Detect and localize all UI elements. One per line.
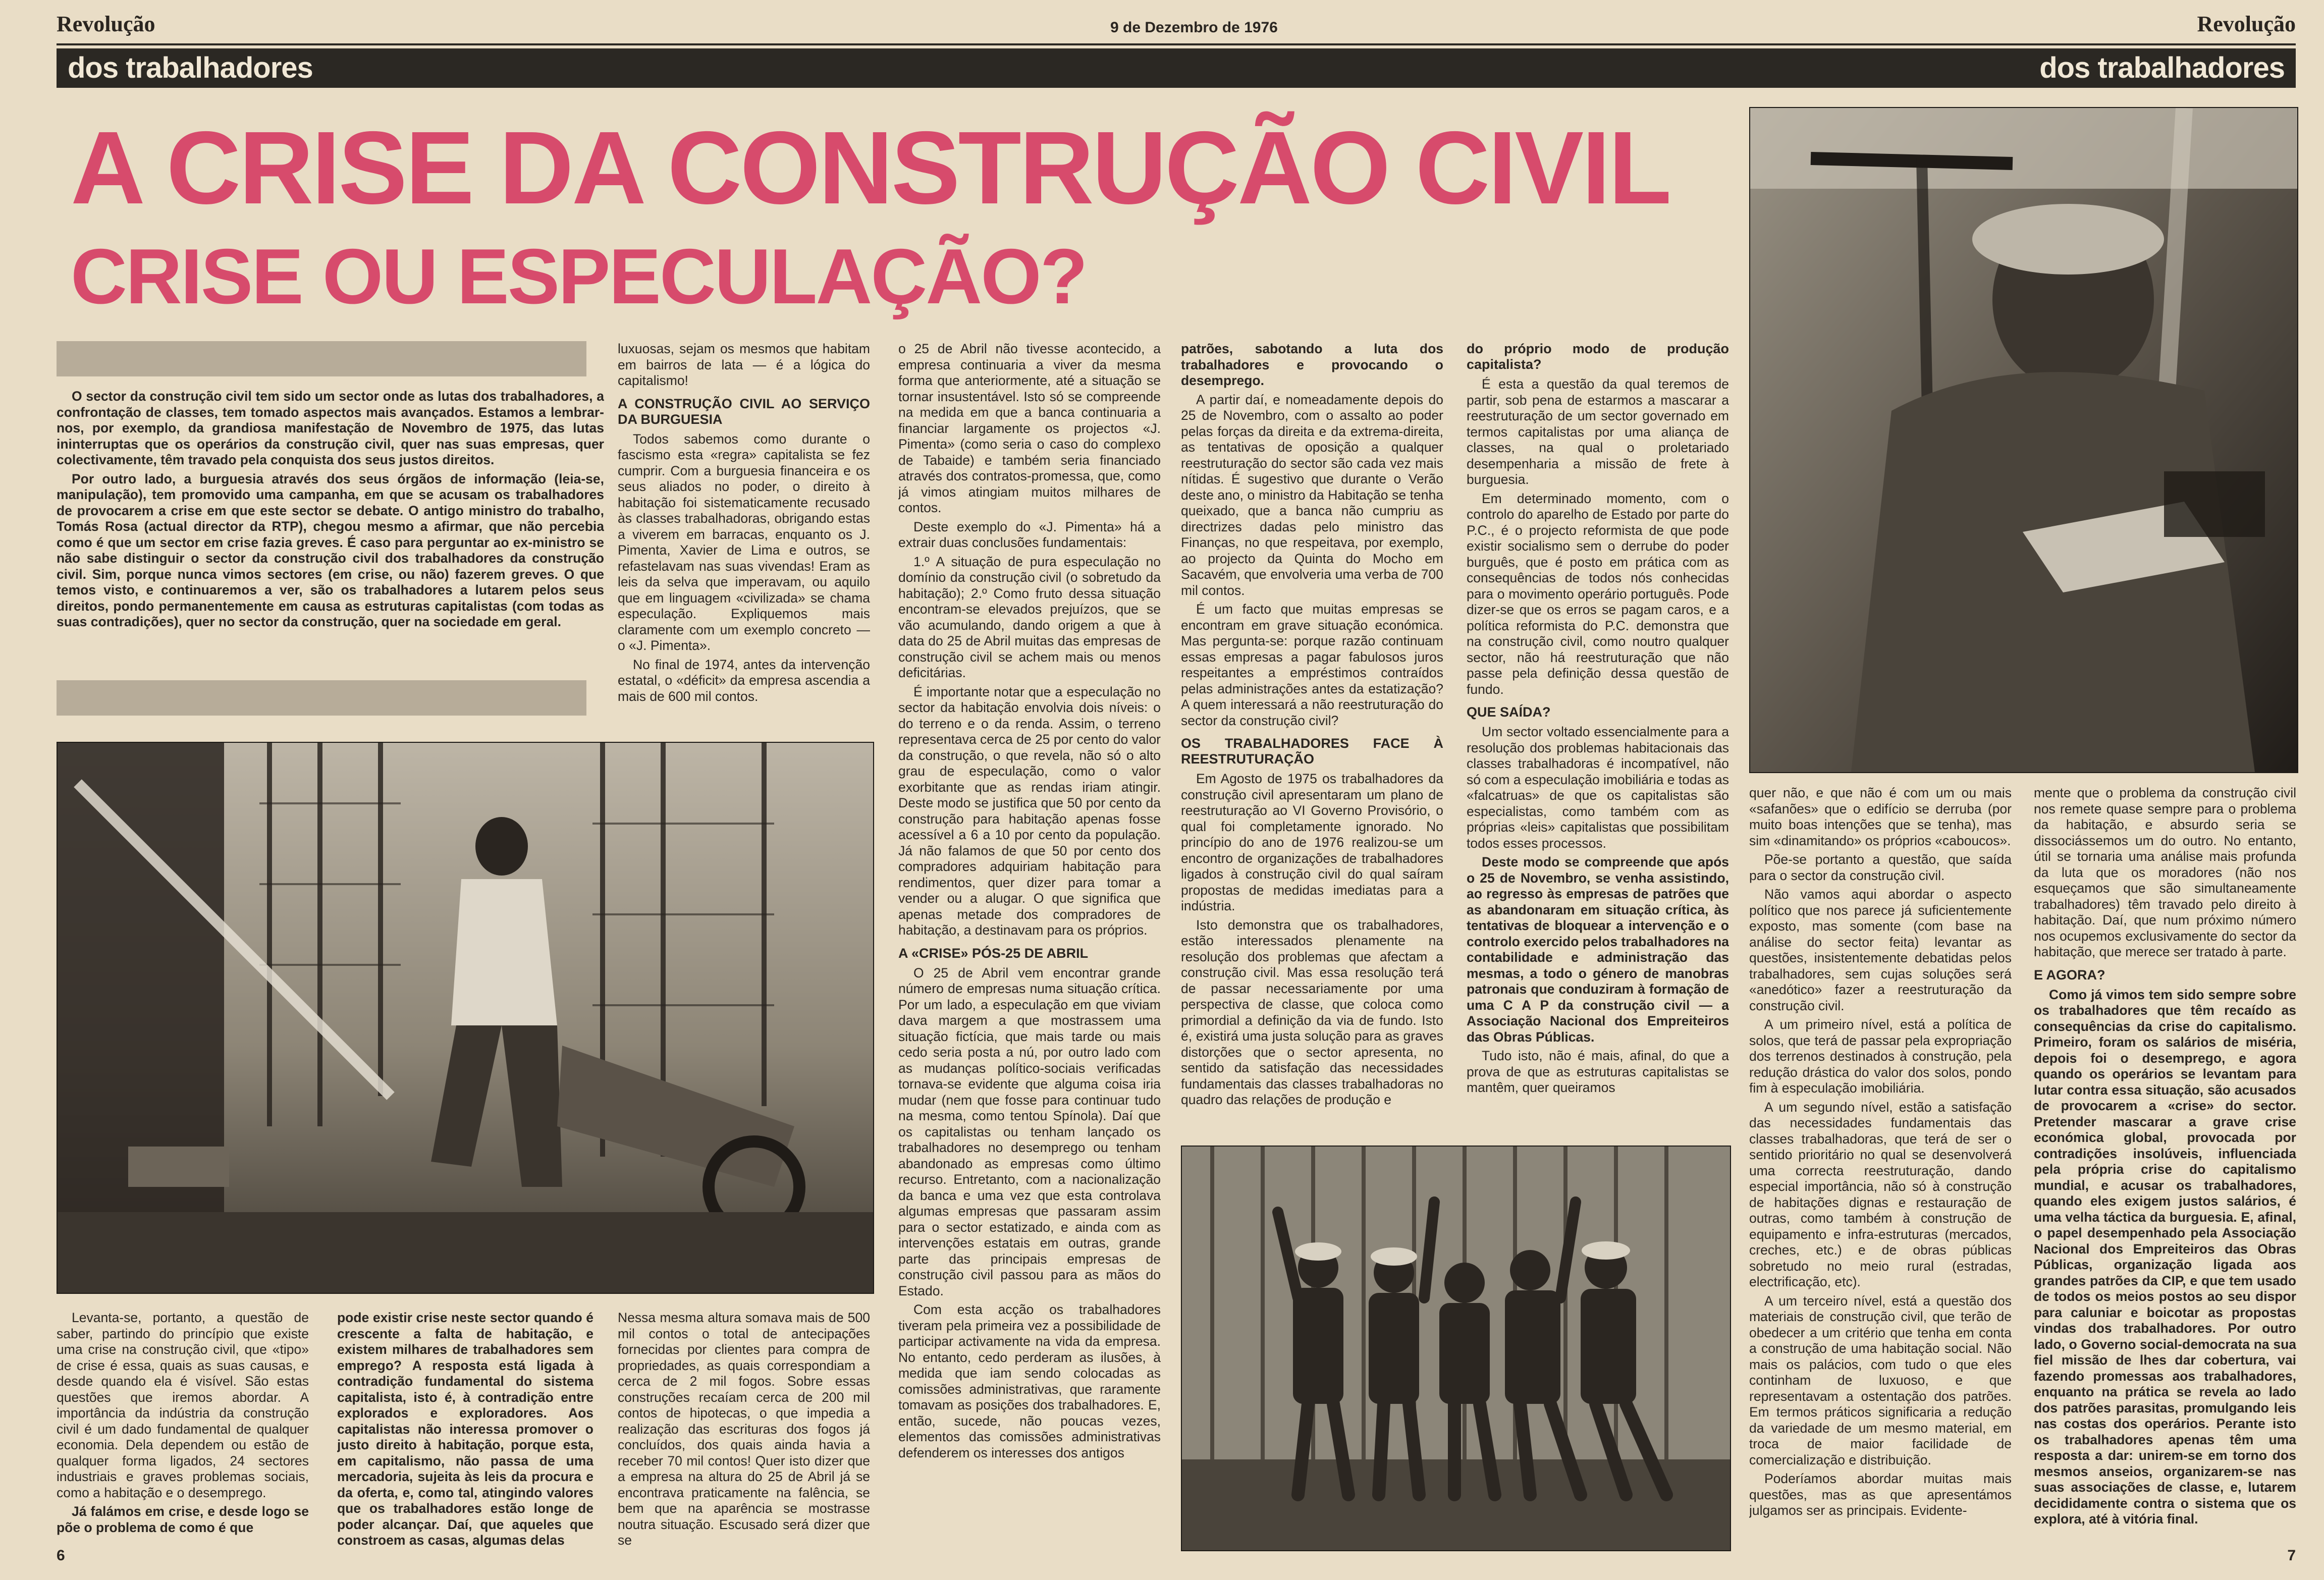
col-a-paragraph-1: Levanta-se, portanto, a questão de saber, partindo do princípio que existe uma crise na construção civil, que «tipo» de crise é essa, quais as suas causas, e desde quando ela é visível. São estas questões que iremos abordar. A importância da indústria da construção civil é um dado fundamental de qualquer economia. Dela dependem ou estão de qualquer forma ligados, 24 sectores industriais e graves problemas sociais, como a habitação e o desemprego. bbox=[57, 1310, 309, 1500]
col-b-lower bbox=[337, 1310, 593, 1547]
col-e-paragraph-5: Isto demonstra que os trabalhadores, estão interessados plenamente na resolução dos problemas que afectam a construção civil. Mas essa resolução terá de passar necessariamente por uma perspectiva de classe, que coloca como primordial a definição da via de fundo. Isto é, existirá uma justa solução para as graves distorções que o sector apresenta, no sentido da satisfação das necessidades fundamentais das classes trabalhadoras no quadro das relações de produção e bbox=[1181, 917, 1443, 1107]
col-f-paragraph-3: Um sector voltado essencialmente para a resolução dos problemas habitacionais das classes trabalhadoras é incompatível, não só com a especulação imobiliária e todas as «falcatruas» de que os capitalistas são especialistas, como também com as próprias «leis» capitalistas que possibilitam todos esses processos. bbox=[1467, 724, 1729, 851]
headline-title: A CRISE DA CONSTRUÇÃO CIVIL bbox=[71, 110, 1670, 226]
col-e-paragraph-4: Em Agosto de 1975 os trabalhadores da construção civil apresentaram um plano de reestruturação ao VI Governo Provisório, o qual foi completamente ignorado. No princípio do ano de 1976 realizou-se um encontro de organizações de trabalhadores ligados à construção civil do qual saíram propostas de medidas imediatas para a indústria. bbox=[1181, 771, 1443, 913]
col-e-paragraph-2: A partir daí, e nomeadamente depois do 25 de Novembro, com o assalto ao poder pelas forças da direita e da extrema-direita, as tentativas de oposição a qualquer reestruturação do sector são cada vez mais nítidas. É sugestivo que durante o Verão deste ano, o ministro da Habitação se tenha queixado, que a banca não cumpriu as directrizes dadas pelo ministro das Finanças, no que respeitava, por exemplo, ao projecto da Quinta do Mocho em Sacavém, que envolveria uma verba de 700 mil contos. bbox=[1181, 392, 1443, 598]
col-c-upper bbox=[618, 341, 870, 732]
col-g-paragraph-2: Põe-se portanto a questão, que saída para o sector da construção civil. bbox=[1749, 852, 2012, 883]
page-number-left: 6 bbox=[57, 1547, 65, 1564]
section-right-label: dos trabalhadores bbox=[2039, 51, 2285, 84]
col-c-paragraph-1: luxuosas, sejam os mesmos que habitam em bairros de lata — é a lógica do capitalismo! bbox=[618, 341, 870, 388]
col-c-paragraph-2: Todos sabemos como durante o fascismo esta «regra» capitalista se fez cumprir. Com a burguesia financeira e os seus aliados no poder, o direito à habitação foi sistematicamente recusado às classes trabalhadoras, obrigando estas a viverem em barracas, enquanto os J. Pimenta, Xavier de Lima e outros, se refastelavam nas suas vivendas! Eram as leis da selva que imperavam, ou aquilo que em linguagem «civilizada» se chama especulação. Expliquemos mais claramente com um exemplo concreto — o «J. Pimenta». bbox=[618, 431, 870, 653]
col-d-paragraph-1: o 25 de Abril não tivesse acontecido, a empresa continuaria a viver da mesma forma que anteriormente, até a situação se tornar insustentável. Isto só se compreende na medida em que a banca continuaria a financiar largamente os projectos «J. Pimenta» (como seria o caso do complexo de Tabaide) e também seria financiado através dos contratos-promessa, que, como já vimos atingiam muitos milhares de contos. bbox=[898, 341, 1161, 515]
photo-worker-cap-image bbox=[1750, 108, 2297, 772]
photo-workers-group-image bbox=[1182, 1147, 1730, 1550]
section-left-label: dos trabalhadores bbox=[68, 51, 313, 84]
col-c-heading-burguesia: A CONSTRUÇÃO CIVIL AO SERVIÇO DA BURGUESIA bbox=[618, 396, 870, 427]
col-g-paragraph-6: A um terceiro nível, está a questão dos materiais de construção civil, que terão de obedecer a um critério que tenha em conta a construção de uma habitação social. Não mais os palácios, com tudo o que eles continham de luxuoso, e que representavam a ostentação dos patrões. Em termos práticos significaria a redução da variedade de um mesmo material, em troca de maior facilidade de comercialização e distribuição. bbox=[1749, 1293, 2012, 1467]
col-e-paragraph-3: É um facto que muitas empresas se encontram em grave situação económica. Mas pergunta-se: porque razão continuam essas empresas a pagar fabulosos juros respeitantes a empréstimos contraídos pelas administrações antes da estatização? A quem interessará a não reestruturação do sector da construção civil? bbox=[1181, 602, 1443, 728]
col-f-paragraph-4: Deste modo se compreende que após o 25 de Novembro, se venha assistindo, ao regresso às empresas de patrões que as abandonaram em situação crítica, às tentativas de bloquear a intervenção e o controlo exercido pelos trabalhadores na contabilidade e administração das mesmas, a todo o género de manobras patronais que conduziram à formação de uma C A P da construção civil — a Associação Nacional dos Empreiteiros das Obras Públicas. bbox=[1467, 854, 1729, 1045]
col-b-paragraph-1: pode existir crise neste sector quando é crescente a falta de habitação, e existem milhares de trabalhadores sem emprego? A resposta está ligada à contradição fundamental do sistema capitalista, isto é, à contradição entre explorados e exploradores. Aos capitalistas não interessa promover o justo direito à habitação, porque esta, em capitalismo, não passa de uma mercadoria, sujeita às leis da procura e da oferta, e, como tal, atingindo valores que os trabalhadores estão longe de poder alcançar. Daí, que aqueles que constroem as casas, algumas delas bbox=[337, 1310, 593, 1547]
photo-construction-worker-image bbox=[58, 743, 873, 1293]
lead-column bbox=[57, 389, 604, 676]
top-rule bbox=[57, 43, 2296, 45]
lead-paragraph-1: O sector da construção civil tem sido um sector onde as lutas dos trabalhadores, a confrontação de classes, tem tomado aspectos mais avançados. Estamos a lembrar-nos, por exemplo, da grandiosa manifestação de Novembro de 1975, das lutas ininterruptas que os operários da construção civil, quer nas suas empresas, quer colectivamente, têm travado pela conquista dos seus justos direitos. bbox=[57, 389, 604, 467]
col-f-heading-continued: do próprio modo de produção capitalista? bbox=[1467, 341, 1729, 372]
col-f-paragraph-2: Em determinado momento, com o controlo do aparelho de Estado por parte do P.C., é o projecto reformista de que pode existir socialismo sem o derrube do poder burguês, que é posto em prática com as consequências de todos nós conhecidas para o movimento operário português. Pode dizer-se que os erros se pagam caros, e a política reformista do P.C. demonstra que na construção civil, como noutro qualquer sector, não há reestruturação que não passe pela definição dessa questão de fundo. bbox=[1467, 491, 1729, 697]
col-f bbox=[1467, 341, 1729, 1128]
col-h bbox=[2034, 785, 2296, 1547]
col-d-heading-crise: A «CRISE» PÓS-25 DE ABRIL bbox=[898, 945, 1089, 961]
photo-construction-worker bbox=[57, 742, 874, 1294]
col-g-paragraph-5: A um segundo nível, estão a satisfação das necessidades fundamentais das classes trabalhadoras, que terá de ser o sentido prioritário no qual se desenvolverá uma correcta reestruturação, dando especial importância, não só à construção de habitações dignas e restauração de outras, como também à construção de equipamento e infra-estruturas (mercados, creches, etc.) e de obras públicas sobretudo no meio rural (estradas, electrificação, etc). bbox=[1749, 1099, 2012, 1289]
photo-worker-cap bbox=[1749, 107, 2298, 773]
col-h-paragraph-1: mente que o problema da construção civil nos remete quase sempre para o problema da habitação, e absurdo seria se dissociássemos um do outro. No entanto, útil se tornaria uma análise mais profunda da luta que os moradores (não nos esqueçamos que são simultaneamente trabalhadores) têm travado pelo direito à habitação. Daí, que num próximo número nos ocupemos exclusivamente do sector da habitação, que merece ser tratado à parte. bbox=[2034, 785, 2296, 959]
col-d-paragraph-5: O 25 de Abril vem encontrar grande número de empresas numa situação crítica. Por um lado, a especulação em que viviam dava margem a que mostrassem uma situação fictícia, que mais tarde ou mais cedo seria posta a nú, por outro lado com as mudanças político-sociais verificadas tornava-se evidente que alguma coisa iria mudar (nem que fosse para continuar tudo na mesma, como tentou Spínola). Daí que os capitalistas ou tenham lançado os trabalhadores no desemprego ou tenham abandonado as empresas como último recurso. Entretanto, com a nacionalização da banca e uma vez que esta controlava algumas empresas que passaram assim para o sector estatizado, e ainda com as intervenções estatais em outras, grande parte das principais empresas de construção civil passou para as mãos do Estado. bbox=[898, 965, 1161, 1298]
col-e-heading-reestruturacao: OS TRABALHADORES FACE À REESTRUTURAÇÃO bbox=[1181, 736, 1443, 767]
lead-paragraph-2: Por outro lado, a burguesia através dos seus órgãos de informação (leia-se, manipulação), tem promovido uma campanha, em que se acusam os trabalhadores de provocarem a crise em que este sector se debate. O antigo ministro do trabalho, Tomás Rosa (actual director da RTP), chegou mesmo a afirmar, que não percebia como é que um sector em crise fazia greves. É caso para perguntar ao ex-ministro se não sabe distinguir o sector da construção civil dos trabalhadores da construção civil. Sim, porque nunca vimos sectores (em crise, ou não) fazerem greves. O que temos visto, e continuaremos a ver, são os trabalhadores a lutarem pelos seus direitos, pondo permanentemente em causa as estruturas capitalistas (com todas as suas contradições), quer no sector da construção, quer na sociedade em geral. bbox=[57, 471, 604, 629]
col-c-paragraph-4: Nessa mesma altura somava mais de 500 mil contos o total de antecipações fornecidas por clientes para compra de propriedades, as quais correspondiam a cerca de 2 mil fogos. Sobre essas construções recaíam cerca de 200 mil contos de hipotecas, o que impedia a realização das escrituras dos fogos já concluídos, dos quais ainda havia a receber 70 mil contos! Quer isto dizer que a empresa na altura do 25 de Abril já se encontrava praticamente na falência, se bem que na aparência se mostrasse noutra situação. Escusado será dizer que se bbox=[618, 1310, 870, 1547]
col-h-heading-e-agora: E AGORA? bbox=[2034, 967, 2105, 983]
col-g-paragraph-3: Não vamos aqui abordar o aspecto político que nos parece já suficientemente exposto, mas somente (com base na análise do sector feita) levantar as questões, insistentemente debatidas pelos trabalhadores, sem cujas soluções será «anedótico» fazer a reestruturação da construção civil. bbox=[1749, 887, 2012, 1013]
page-number-right: 7 bbox=[2287, 1547, 2296, 1564]
col-d-paragraph-4: É importante notar que a especulação no sector da habitação envolvia dois níveis: o do terreno e o da renda. Assim, o terreno representava cerca de 25 por cento do valor da construção, o que revela, não só o alto grau de especulação, como o valor exorbitante que as rendas iriam atingir. Deste modo se justifica que 50 por cento da construção para habitação apenas fosse acessível a 6 a 10 por cento da população. Já não falamos de que 50 por cento dos compradores adquiriam habitação para rendimentos, quer dizer para tomar a vender ou a alugar. O que significa que apenas metade dos compradores de habitação, a destinavam para os próprios. bbox=[898, 684, 1161, 938]
col-h-paragraph-2: Como já vimos tem sido sempre sobre os trabalhadores que têm recaído as consequências da crise do capitalismo. Primeiro, foram os salários de miséria, depois foi o desemprego, e agora quando os operários se levantam para lutar contra essa situação, são acusados de provocarem a «crise» do sector. Pretender mascarar a grave crise económica global, provocada por contradições insolúveis, influenciada pela própria crise do capitalismo mundial, e acusar os trabalhadores, quando eles exigem justos salários, é uma velha táctica da burguesia. E, afinal, o papel desempenhado pela Associação Nacional dos Empreiteiros das Obras Públicas, organização ligada aos grandes patrões da CIP, e que tem usado de todos os meios postos ao seu dispor para caluniar e boicotar as propostas vindas dos trabalhadores. Por outro lado, o Governo social-democrata na sua fiel missão de lhes dar cobertura, vai fazendo promessas aos trabalhadores, enquanto na prática se revela ao lado dos patrões parasitas, promulgando leis nas costas dos operários. Perante isto os trabalhadores apenas têm uma resposta a dar: unirem-se em torno dos mesmos anseios, organizarem-se nas suas associações de classe, e, lutarem decididamente contra o sistema que os explora, até à vitória final. bbox=[2034, 987, 2296, 1527]
col-d-paragraph-3: 1.º A situação de pura especulação no domínio da construção civil (o sobretudo da habitação); 2.º Como fruto dessa situação encontram-se elevados prejuízos, que se vão acumulando, dando origem a que à data do 25 de Abril muitas das empresas de construção civil se achem mais ou menos deficitárias. bbox=[898, 554, 1161, 680]
col-g bbox=[1749, 785, 2012, 1547]
col-d bbox=[898, 341, 1161, 1547]
col-a-paragraph-2: Já falámos em crise, e desde logo se põe o problema de como é que bbox=[57, 1504, 309, 1535]
col-f-paragraph-1: É esta a questão da qual teremos de partir, sob pena de estarmos a mascarar a reestruturação de um sector governado em termos capitalistas por uma aliança de classes, na qual o proletariado desempenharia a missão de frete à burguesia. bbox=[1467, 376, 1729, 487]
headline-subtitle: CRISE OU ESPECULAÇÃO? bbox=[71, 233, 1087, 320]
section-bar bbox=[57, 48, 2296, 88]
col-d-paragraph-6: Com esta acção os trabalhadores tiveram pela primeira vez a possibilidade de participar activamente na vida da empresa. No entanto, cedo perderam as ilusões, à medida que iam sendo colocadas as comissões administrativas, que raramente tomavam as posições dos trabalhadores. E, então, sucede, não poucas vezes, elementos das comissões administrativas defenderem os interesses dos antigos bbox=[898, 1302, 1161, 1460]
lead-grey-band-top bbox=[57, 341, 586, 376]
col-e bbox=[1181, 341, 1443, 1128]
col-g-paragraph-7: Poderíamos abordar muitas mais questões, mas as que apresentámos julgamos ser as principais. Evidente- bbox=[1749, 1471, 2012, 1518]
col-c-lower bbox=[618, 1310, 870, 1547]
col-f-paragraph-5: Tudo isto, não é mais, afinal, do que a prova de que as estruturas capitalistas se mantêm, quer queiramos bbox=[1467, 1048, 1729, 1095]
col-e-paragraph-1: patrões, sabotando a luta dos trabalhadores e provocando o desemprego. bbox=[1181, 341, 1443, 388]
col-f-heading-que-saida: QUE SAÍDA? bbox=[1467, 704, 1551, 720]
col-g-paragraph-4: A um primeiro nível, está a política de solos, que terá de passar pela expropriação dos terrenos destinados à construção, pela redução drástica do valor dos solos, pondo fim à especulação imobiliária. bbox=[1749, 1017, 2012, 1096]
masthead-left-title: Revolução bbox=[57, 12, 155, 36]
col-c-paragraph-3: No final de 1974, antes da intervenção estatal, o «déficit» da empresa ascendia a mais de 600 mil contos. bbox=[618, 657, 870, 704]
photo-workers-group bbox=[1181, 1146, 1731, 1551]
issue-date: 9 de Dezembro de 1976 bbox=[1110, 19, 1278, 36]
col-d-paragraph-2: Deste exemplo do «J. Pimenta» há a extrair duas conclusões fundamentais: bbox=[898, 519, 1161, 550]
masthead-right-title: Revolução bbox=[2197, 12, 2296, 36]
col-a-lower bbox=[57, 1310, 309, 1547]
lead-grey-band-bottom bbox=[57, 680, 586, 716]
col-g-paragraph-1: quer não, e que não é com um ou mais «safanões» que o edifício se derruba (por muito boas intenções que se tenha), mas sim «dinamitando» os próprios «caboucos». bbox=[1749, 785, 2012, 848]
